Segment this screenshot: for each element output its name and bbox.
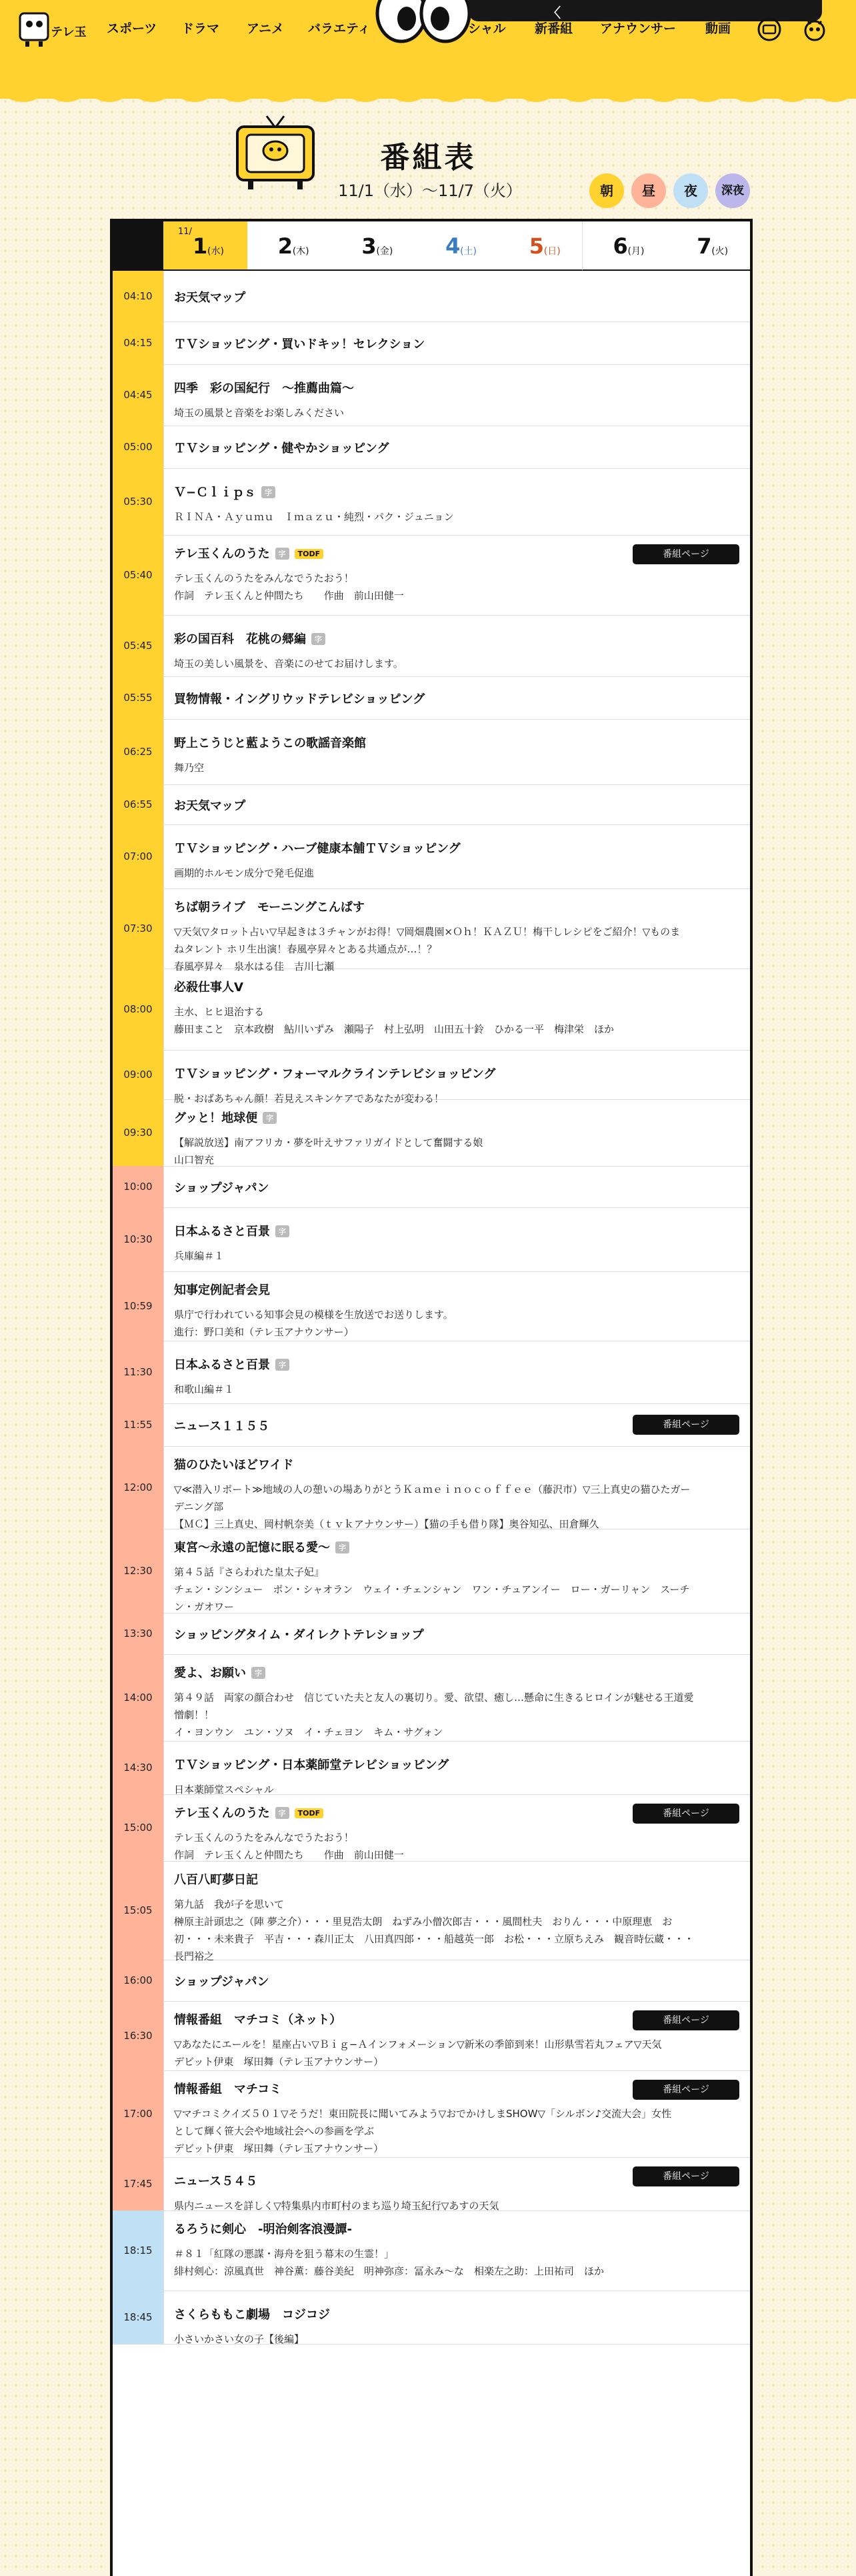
chevron-left-icon[interactable]: 〈 (547, 5, 561, 21)
program-title[interactable]: ＴＶショッピング・日本薬師堂テレビショッピング (174, 1758, 449, 1772)
description-line: 初・・・未来貴子 平吉・・・森川正太 八田真四郎・・・船越英一郎 お松・・・立原ちえみ 観音時伝蔵・・・ (174, 1933, 695, 1945)
day-tab-number: 7 (697, 233, 712, 259)
program-row[interactable] (113, 468, 750, 536)
nav-item-new[interactable]: 新番組 (535, 21, 573, 36)
program-description (174, 2331, 739, 2348)
day-tab-2[interactable] (247, 221, 332, 271)
day-tab-weekday: (金) (376, 246, 393, 257)
description-line: 春風亭昇々 泉水はる佳 吉川七瀬 (174, 960, 335, 973)
program-title[interactable]: 情報番組 マチコミ（ネット） (174, 2013, 342, 2027)
program-time: 04:15 (113, 321, 164, 364)
program-time: 17:00 (113, 2070, 164, 2157)
program-title[interactable]: 知事定例記者会見 (174, 1283, 270, 1297)
program-time: 18:45 (113, 2291, 164, 2344)
program-page-button[interactable]: 番組ページ (633, 2080, 739, 2100)
program-time: 05:40 (113, 535, 164, 615)
program-time: 18:15 (113, 2210, 164, 2291)
description-line: 兵庫編＃１ (174, 1250, 225, 1262)
tod-noon-button[interactable]: 昼 (631, 173, 666, 208)
program-info (174, 784, 739, 814)
day-tabs (113, 221, 750, 271)
program-row[interactable] (113, 784, 750, 825)
description-line: 第４５話『さらわれた皇太子妃』 (174, 1566, 325, 1578)
program-info (174, 1271, 739, 1341)
subtitle-badge: 字 (311, 633, 325, 645)
program-row[interactable] (113, 2210, 750, 2291)
description-line: テレ玉くんのうたをみんなでうたおう！ (174, 1832, 354, 1844)
description-line: 県庁で行われている知事会見の模様を生放送でお送りします。 (174, 1309, 453, 1321)
program-description (174, 2036, 739, 2070)
day-tab-number: 4 (445, 233, 461, 259)
program-info (174, 719, 739, 776)
program-time: 13:30 (113, 1613, 164, 1654)
program-description (174, 1563, 739, 1616)
program-row[interactable] (113, 888, 750, 973)
description-line: デニング部 (174, 1501, 224, 1513)
program-description (174, 570, 739, 604)
program-title[interactable]: るろうに剣心 -明治剣客浪漫譚- (174, 2222, 352, 2236)
program-time: 06:55 (113, 784, 164, 824)
program-row[interactable] (113, 1341, 750, 1404)
nav-item-variety[interactable]: バラエティ (308, 21, 371, 36)
program-title[interactable]: ＴＶショッピング・買いドキッ！セレクション (174, 338, 425, 352)
program-row[interactable] (113, 1207, 750, 1272)
program-time: 06:25 (113, 719, 164, 784)
description-line: 【解説放送】南アフリカ・夢を叶えサファリガイドとして奮闘する娘 (174, 1137, 483, 1149)
description-line: イ・ヨンウン ユン・ソヌ イ・チェヨン キム・サグォン (174, 1726, 443, 1738)
program-title[interactable]: 情報番組 マチコミ (174, 2082, 282, 2096)
subtitle-badge: 字 (275, 1359, 289, 1371)
day-tab-weekday: (土) (460, 246, 477, 257)
todf-badge: TODF (295, 1808, 324, 1818)
nav-item-video[interactable]: 動画 (705, 21, 731, 36)
date-range: 11/1（水）〜11/7（火） (338, 181, 522, 200)
description-line: 作詞 テレ玉くんと仲間たち 作曲 前山田健一 (174, 590, 404, 602)
description-line: ▽天気▽タロット占い▽早起きは３チャンがお得！▽岡畑農園×Ｏｈ！ＫＡＺＵ！梅干しレシピをご紹介！▽ものま (174, 926, 681, 938)
program-time: 04:10 (113, 271, 164, 321)
program-title[interactable]: テレ玉くんのうた (174, 1806, 270, 1820)
day-tab-number: 3 (361, 233, 377, 259)
nav-item-special[interactable]: シャル (468, 21, 506, 36)
program-description (174, 1003, 739, 1038)
day-tab-number: 6 (613, 233, 628, 259)
description-line: 和歌山編＃１ (174, 1383, 235, 1395)
tod-morning-button[interactable]: 朝 (589, 173, 624, 208)
day-tab-7[interactable] (666, 221, 751, 271)
program-description (174, 1381, 739, 1398)
program-info (174, 1341, 739, 1398)
program-info (174, 1166, 739, 1196)
subtitle-badge: 字 (275, 1807, 289, 1819)
program-row[interactable] (113, 719, 750, 785)
program-row[interactable] (113, 426, 750, 469)
program-info (174, 1207, 739, 1265)
nav-item-drama[interactable]: ドラマ (181, 21, 220, 36)
day-tab-number: 5 (529, 233, 545, 259)
day-tab-weekday: (木) (292, 246, 309, 257)
tab-corner (113, 221, 163, 271)
program-row[interactable] (113, 676, 750, 720)
program-info (174, 2291, 739, 2348)
page-title: 番組表 (380, 141, 477, 175)
program-description (174, 759, 739, 776)
program-description (174, 1247, 739, 1265)
day-tab-4[interactable] (415, 221, 499, 271)
description-line: 藤田まこと 京本政樹 鮎川いずみ 瀬陽子 村上弘明 山田五十鈴 ひかる一平 梅津栄 ほか (174, 1023, 615, 1035)
program-row[interactable] (113, 1741, 750, 1795)
day-tab-3[interactable] (331, 221, 415, 271)
nav-item-anime[interactable]: アニメ (247, 21, 285, 36)
program-title[interactable]: 日本ふるさと百景 (174, 1358, 270, 1372)
description-line: 主水、ヒヒ退治する (174, 1006, 265, 1018)
description-line: ▽マチコミクイズ５０１▽そうだ！東田院長に聞いてみよう▽おでかけしまSHOW▽「シルボン♪交流大会」女性 (174, 2108, 672, 2120)
subtitle-badge: 字 (335, 1541, 349, 1553)
program-time: 05:55 (113, 676, 164, 719)
program-title[interactable]: 買物情報・イングリウッドテレビショッピング (174, 692, 425, 706)
program-page-button[interactable]: 番組ページ (633, 2166, 739, 2186)
program-info (174, 321, 739, 352)
description-line: ▽≪潜入リポート≫地域の人の憩いの場ありがとうＫａｍｅｉｎｏｃｏｆｆｅｅ（藤沢市）▽三上真史の猫ひたガー (174, 1483, 691, 1495)
program-time: 07:00 (113, 824, 164, 888)
todf-badge: TODF (295, 549, 324, 559)
program-row[interactable] (113, 1613, 750, 1655)
program-title[interactable]: グッと！地球便 (174, 1111, 258, 1125)
tod-night-button[interactable]: 夜 (673, 173, 708, 208)
program-title[interactable]: 八百八町夢日記 (174, 1873, 258, 1887)
program-description (174, 864, 739, 882)
program-title[interactable]: テレ玉くんのうた (174, 547, 270, 561)
program-description (174, 1896, 739, 1965)
program-title[interactable]: ショップジャパン (174, 1975, 269, 1989)
description-line: デビット伊東 塚田舞（テレ玉アナウンサー） (174, 2056, 384, 2068)
program-title[interactable]: 愛よ、お願い (174, 1666, 246, 1680)
program-row[interactable] (113, 1166, 750, 1208)
program-info (174, 364, 739, 422)
program-title[interactable]: 東宮〜永遠の記憶に眠る愛〜 (174, 1541, 330, 1555)
program-row[interactable] (113, 271, 750, 322)
day-tab-weekday: (日) (543, 246, 561, 257)
program-title[interactable]: お天気マップ (174, 291, 246, 305)
program-row[interactable] (113, 1446, 750, 1529)
program-row[interactable] (113, 1403, 750, 1447)
program-time: 15:05 (113, 1861, 164, 1960)
program-time: 09:00 (113, 1050, 164, 1099)
program-title[interactable]: ＴＶショッピング・ハーブ健康本舗ＴＶショッピング (174, 842, 461, 856)
program-info (174, 271, 739, 305)
description-line: ▽あなたにエールを！星座占い▽Ｂｉｇ−Ａインフォメーション▽新米の季節到来！山形県雪若丸フェア▽天気 (174, 2038, 662, 2050)
program-title[interactable]: ニュース５４５ (174, 2174, 258, 2188)
program-title[interactable]: お天気マップ (174, 799, 246, 813)
program-time: 10:00 (113, 1166, 164, 1207)
day-tab-number: 2 (277, 233, 293, 259)
program-time: 05:45 (113, 615, 164, 676)
program-info (174, 1446, 739, 1533)
program-description (174, 655, 739, 672)
description-line: チェン・シンシュー ポン・シャオラン ウェイ・チェンシャン ワン・チュアンイー ロー・ガーリャン スーチ (174, 1583, 690, 1595)
program-info (174, 1741, 739, 1798)
day-tab-1[interactable] (163, 221, 248, 271)
program-title[interactable]: 猫のひたいほどワイド (174, 1458, 294, 1472)
program-time: 10:30 (113, 1207, 164, 1271)
program-title[interactable]: 四季 彩の国紀行 〜推薦曲篇〜 (174, 382, 354, 396)
description-line: 長門裕之 (174, 1950, 215, 1962)
program-time: 09:30 (113, 1099, 164, 1166)
day-tab-number: 1 (193, 233, 208, 259)
program-time: 12:30 (113, 1529, 164, 1613)
day-tab-5[interactable] (499, 221, 583, 271)
description-line: ねタレント ホリ生出演！春風亭昇々とある共通点が…！？ (174, 943, 437, 955)
program-title[interactable]: ショップジャパン (174, 1181, 269, 1195)
description-line: 舞乃空 (174, 762, 205, 774)
program-row[interactable] (113, 2070, 750, 2158)
description-line: 【ＭＣ】三上真史、岡村帆奈美（ｔｖｋアナウンサー）【猫の手も借り隊】奥谷知弘、田倉輝久 (174, 1518, 599, 1530)
program-row[interactable] (113, 364, 750, 426)
program-info (174, 1960, 739, 1990)
header-wave (0, 84, 856, 111)
program-page-button[interactable]: 番組ページ (633, 1804, 739, 1824)
program-row[interactable] (113, 1271, 750, 1341)
description-line: 日本薬師堂スペシャル (174, 1784, 274, 1796)
program-time: 10:59 (113, 1271, 164, 1341)
description-line: 埼玉の風景と音楽をお楽しみください (174, 407, 345, 419)
program-time: 11:30 (113, 1341, 164, 1403)
description-line: 緋村剣心：涼風真世 神谷薫：藤谷美紀 明神弥彦：冨永み〜な 相楽左之助：上田祐司 ほか (174, 2265, 605, 2277)
subtitle-badge: 字 (275, 548, 289, 560)
program-description (174, 1829, 739, 1864)
program-time: 16:00 (113, 1960, 164, 2001)
program-row[interactable] (113, 1099, 750, 1167)
subtitle-badge: 字 (251, 1667, 265, 1679)
program-info (174, 468, 739, 526)
program-row[interactable] (113, 969, 750, 1051)
day-tab-weekday: (水) (207, 246, 224, 257)
program-row[interactable] (113, 321, 750, 365)
program-title[interactable]: 日本ふるさと百景 (174, 1225, 270, 1239)
day-tab-weekday: (月) (627, 246, 645, 257)
description-line: 進行：野口美和（テレ玉アナウンサー） (174, 1326, 354, 1338)
program-row[interactable] (113, 2157, 750, 2211)
program-time: 17:45 (113, 2157, 164, 2210)
description-line: ＲＩＮＡ・Ａｙｕｍｕ Ｉｍａｚｕ・純烈・パク・ジュニョン (174, 511, 454, 523)
program-title[interactable]: 彩の国百科 花桃の郷編 (174, 632, 306, 646)
day-tab-month: 11/ (178, 227, 192, 237)
program-info (174, 1613, 739, 1643)
program-info (174, 615, 739, 672)
program-info (174, 676, 739, 707)
program-row[interactable] (113, 1654, 750, 1742)
program-title[interactable]: Ｖ−Ｃｌｉｐｓ (174, 486, 257, 500)
program-description (174, 1689, 739, 1741)
program-info (174, 426, 739, 456)
program-info (174, 969, 739, 1038)
program-row[interactable] (113, 535, 750, 616)
day-tab-6[interactable] (583, 221, 667, 271)
program-title[interactable]: ちば朝ライブ モーニングこんぱす (174, 900, 365, 914)
program-info (174, 888, 739, 975)
program-row[interactable] (113, 2291, 750, 2345)
description-line: 小さいかさい女の子【後編】 (174, 2333, 305, 2345)
program-time: 15:00 (113, 1794, 164, 1861)
program-title[interactable]: 必殺仕事人Ⅴ (174, 981, 243, 995)
description-line: 第九話 我が子を思いて (174, 1898, 285, 1910)
description-line: 第４９話 両家の顔合わせ 信じていた夫と友人の裏切り。愛、欲望、癒し…懸命に生きるヒロインが魅せる王道愛 (174, 1692, 694, 1704)
program-time: 05:00 (113, 426, 164, 468)
description-line: ン・ガオワー (174, 1601, 235, 1613)
description-line: として輝く笹大会や地域社会への参画を学ぶ (174, 2125, 375, 2137)
program-row[interactable] (113, 2001, 750, 2071)
description-line: テレ玉くんのうたをみんなでうたおう！ (174, 572, 354, 584)
description-line: 山口智充 (174, 1154, 215, 1166)
description-line: デビット伊東 塚田舞（テレ玉アナウンサー） (174, 2142, 384, 2154)
program-time: 14:30 (113, 1741, 164, 1794)
tv-menu-icon[interactable] (756, 16, 783, 43)
description-line: 画期的ホルモン成分で発毛促進 (174, 867, 315, 879)
program-row[interactable] (113, 1529, 750, 1614)
description-line: 埼玉の美しい風景を、音楽にのせてお届けします。 (174, 658, 403, 670)
program-description (174, 2245, 739, 2280)
program-description (174, 2105, 739, 2157)
description-line: ＃８１「紅隊の悪謀・海舟を狙う幕末の生霊！」 (174, 2248, 395, 2260)
program-description (174, 1481, 739, 1533)
program-time: 14:00 (113, 1654, 164, 1741)
program-time: 11:55 (113, 1403, 164, 1446)
subtitle-badge: 字 (275, 1225, 289, 1237)
svg-text:テレ玉: テレ玉 (51, 25, 87, 39)
mascot-menu-icon[interactable] (801, 16, 828, 43)
schedule-table (110, 219, 753, 2576)
program-title[interactable]: ショッピングタイム・ダイレクトテレショップ (174, 1628, 424, 1642)
program-title[interactable]: ニュース１１５５ (174, 1419, 270, 1433)
program-time: 05:30 (113, 468, 164, 535)
program-row[interactable] (113, 1861, 750, 1960)
program-row[interactable] (113, 1960, 750, 2002)
program-row[interactable] (113, 615, 750, 677)
program-info (174, 1861, 739, 1965)
program-row[interactable] (113, 1050, 750, 1105)
program-page-button[interactable]: 番組ページ (633, 2010, 739, 2030)
subtitle-badge: 字 (261, 486, 275, 498)
program-info (174, 2210, 739, 2280)
program-row[interactable] (113, 824, 750, 889)
site-logo[interactable] (19, 9, 92, 48)
nav-item-sports[interactable]: スポーツ (107, 21, 157, 36)
program-page-button[interactable]: 番組ページ (633, 544, 739, 564)
program-description (174, 923, 739, 975)
program-description (174, 1306, 739, 1341)
program-info (174, 1654, 739, 1741)
program-description (174, 508, 739, 526)
description-line: 脱・おばあちゃん顔！若見えスキンケアであなたが変わる！ (174, 1093, 445, 1105)
program-info (174, 1099, 739, 1169)
program-time: 08:00 (113, 969, 164, 1050)
program-page-button[interactable]: 番組ページ (633, 1415, 739, 1435)
program-time: 12:00 (113, 1446, 164, 1529)
program-time: 16:30 (113, 2001, 164, 2070)
description-line: 県内ニュースを詳しく▽特集県内市町村のまち巡り埼玉紀行▽あすの天気 (174, 2200, 499, 2212)
description-line: 榊原主計頭忠之（陣 夢之介）・・・里見浩太朗 ねずみ小僧次郎吉・・・風間杜夫 おりん・・・中原理恵 お (174, 1916, 673, 1928)
nav-item-announcer[interactable]: アナウンサー (600, 21, 677, 36)
program-time: 07:30 (113, 888, 164, 969)
description-line: 憎劇！！ (174, 1709, 215, 1721)
tod-latenight-button[interactable]: 深夜 (715, 173, 750, 208)
program-description (174, 1134, 739, 1169)
subtitle-badge: 字 (263, 1112, 277, 1124)
mascot-eyes-icon (373, 0, 473, 47)
program-info (174, 824, 739, 882)
program-title[interactable]: さくらももこ劇場 コジコジ (174, 2308, 330, 2322)
description-line: 作詞 テレ玉くんと仲間たち 作曲 前山田健一 (174, 1849, 404, 1861)
program-description (174, 404, 739, 422)
program-title[interactable]: ＴＶショッピング・健やかショッピング (174, 442, 389, 456)
program-info (174, 1529, 739, 1616)
program-title[interactable]: ＴＶショッピング・フォーマルクラインテレビショッピング (174, 1067, 496, 1081)
day-tab-weekday: (火) (711, 246, 729, 257)
program-time: 04:45 (113, 364, 164, 426)
program-title[interactable]: 野上こうじと藍ようこの歌謡音楽館 (174, 736, 366, 750)
program-row[interactable] (113, 1794, 750, 1862)
